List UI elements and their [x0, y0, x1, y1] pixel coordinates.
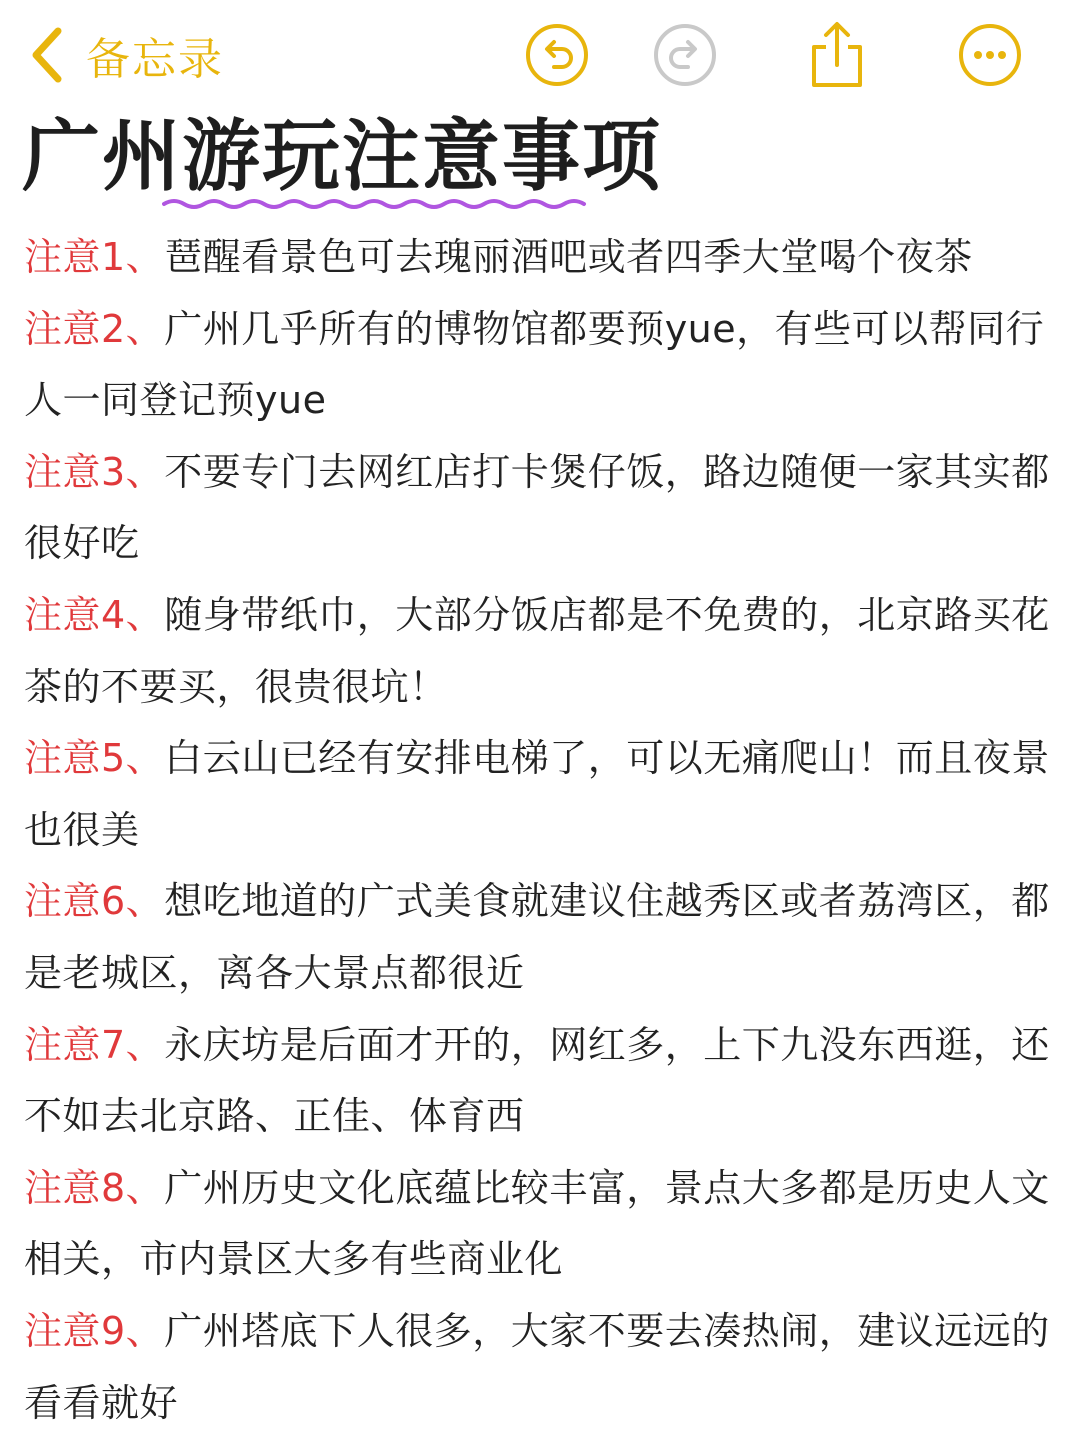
note-label: 注意7、	[24, 1022, 165, 1067]
note-label: 注意6、	[24, 879, 165, 924]
note-item	[24, 1296, 1064, 1439]
redo-button[interactable]	[650, 20, 720, 90]
note-item	[24, 1010, 1064, 1153]
share-icon	[804, 19, 870, 91]
note-title[interactable]: 广州游玩注意事项	[22, 112, 663, 202]
note-label: 注意1、	[24, 235, 165, 279]
note-text: 随身带纸巾，大部分饭店都是不免费的，北京路买花茶的不要买，很贵很坑！	[24, 592, 1050, 709]
note-label: 注意2、	[24, 306, 165, 351]
note-title-block	[22, 112, 662, 212]
note-item	[24, 723, 1064, 866]
note-label: 注意5、	[24, 736, 165, 781]
note-body[interactable]	[24, 222, 1064, 1439]
undo-button[interactable]	[522, 20, 592, 90]
more-button[interactable]	[955, 20, 1025, 90]
share-button[interactable]	[802, 20, 872, 90]
note-label: 注意8、	[24, 1165, 165, 1210]
undo-icon	[524, 22, 590, 88]
note-text: 想吃地道的广式美食就建议住越秀区或者荔湾区，都是老城区，离各大景点都很近	[24, 879, 1050, 995]
note-item	[24, 294, 1064, 437]
back-button[interactable]	[28, 20, 224, 90]
note-text: 白云山已经有安排电梯了，可以无痛爬山！而且夜景也很美	[24, 736, 1050, 852]
toolbar	[0, 0, 1080, 110]
note-text: 广州几乎所有的博物馆都要预yue，有些可以帮同行人一同登记预yue	[24, 306, 1045, 423]
note-label: 注意3、	[24, 449, 165, 494]
back-label: 备忘录	[86, 34, 224, 85]
chevron-left-icon	[28, 25, 64, 85]
note-text: 琶醒看景色可去瑰丽酒吧或者四季大堂喝个夜茶	[164, 235, 973, 279]
redo-icon	[652, 22, 718, 88]
note-item	[24, 580, 1064, 723]
note-text: 不要专门去网红店打卡煲仔饭，路边随便一家其实都很好吃	[24, 449, 1050, 566]
note-text: 广州历史文化底蕴比较丰富，景点大多都是历史人文相关，市内景区大多有些商业化	[24, 1165, 1050, 1282]
note-text: 永庆坊是后面才开的，网红多，上下九没东西逛，还不如去北京路、正佳、体育西	[24, 1022, 1050, 1139]
note-item	[24, 866, 1064, 1009]
note-item	[24, 437, 1064, 580]
note-item	[24, 1153, 1064, 1296]
more-icon	[957, 22, 1023, 88]
note-text: 广州塔底下人很多，大家不要去凑热闹，建议远远的看看就好	[24, 1308, 1050, 1425]
note-item	[24, 222, 1064, 294]
note-label: 注意9、	[24, 1308, 165, 1353]
title-underline-decoration	[162, 196, 592, 212]
note-label: 注意4、	[24, 592, 165, 637]
